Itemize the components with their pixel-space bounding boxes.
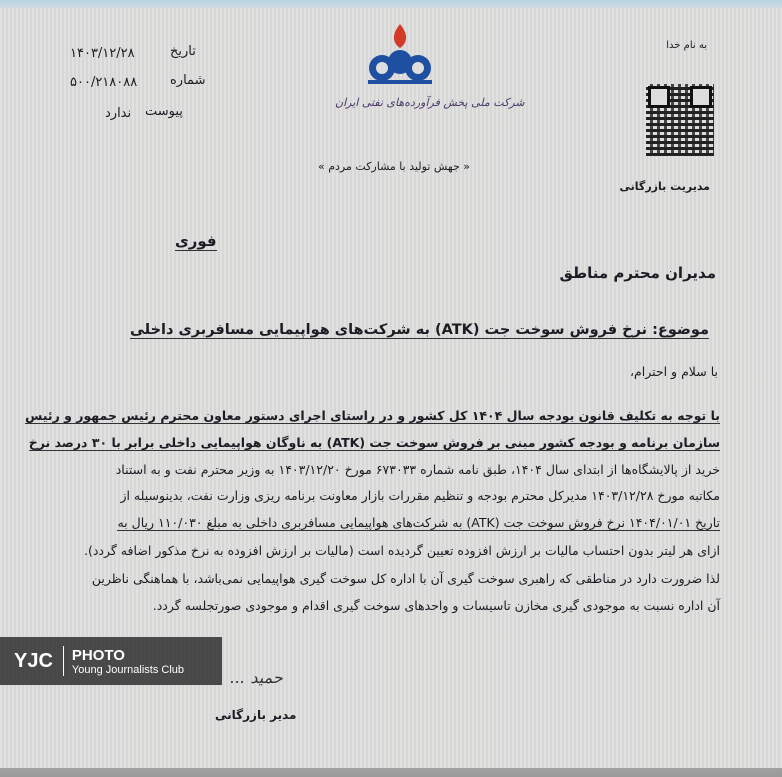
- signer-title: مدیر بازرگانی: [215, 708, 297, 722]
- letter-number: ۵۰۰/۲۱۸۰۸۸: [70, 75, 138, 90]
- body-line: آن اداره نسبت به موجودی گیری مخازن تاسیسات و واحدهای سوخت گیری اقدام و موجودی صورتجلسه گردد.: [152, 598, 720, 613]
- watermark-yjc: [0, 637, 222, 685]
- bismillah: به نام خدا: [666, 40, 707, 51]
- attachment-label: پیوست: [145, 104, 183, 119]
- company-name: شرکت ملی پخش فرآورده‌های نفتی ایران: [335, 96, 525, 109]
- slogan: « جهش تولید با مشارکت مردم »: [318, 160, 471, 173]
- qr-code: [646, 84, 714, 156]
- watermark-brand: YJC: [14, 649, 53, 672]
- company-logo: [360, 20, 440, 90]
- urgent-label: فوری: [175, 232, 217, 250]
- watermark-sub: Young Journalists Club: [71, 663, 185, 676]
- body-line: ازای هر لیتر بدون احتساب مالیات بر ارزش افزوده تعیین گردیده است (مالیات بر ارزش افزوده به نرخ مذکور اضافه گردد).: [83, 543, 720, 558]
- watermark-label: PHOTO: [71, 646, 125, 664]
- body-line: با توجه به تکلیف قانون بودجه سال ۱۴۰۴ کل کشور و در راستای اجرای دستور معاون محترم رئیس جمهور و رئیس: [25, 408, 720, 423]
- department-title: مدیریت بازرگانی: [619, 180, 710, 193]
- date-value: ۱۴۰۳/۱۲/۲۸: [70, 46, 135, 61]
- body-line: سازمان برنامه و بودجه کشور مبنی بر فروش سوخت جت (ATK) به ناوگان هواپیمایی داخلی برابر با ۳۰ درصد نرخ: [28, 435, 720, 450]
- date-label: تاریخ: [170, 44, 196, 59]
- recipient: مدیران محترم مناطق: [559, 264, 716, 282]
- body-line: خرید از پالایشگاه‌ها از ابتدای سال ۱۴۰۴، طبق نامه شماره ۶۷۳۰۳۳ مورخ ۱۴۰۳/۱۲/۲۰ به وزیر محترم نفت و به استناد: [115, 462, 720, 477]
- watermark-divider: [63, 646, 64, 676]
- subject: موضوع: نرخ فروش سوخت جت (ATK) به شرکت‌های هواپیمایی مسافربری داخلی: [130, 322, 709, 338]
- greeting: با سلام و احترام،: [629, 364, 718, 379]
- body-line: مکاتبه مورخ ۱۴۰۳/۱۲/۲۸ مدیرکل محترم بودجه و تنظیم مقررات بازار معاونت برنامه ریزی وزارت نفت، بدینوسیله از: [120, 488, 720, 503]
- body-line: لذا ضرورت دارد در مناطقی که راهبری سوخت گیری آن با اداره کل سوخت گیری هواپیمایی نمی‌باشد، با هماهنگی ناظرین: [91, 571, 720, 586]
- signature: حمید ...: [230, 668, 283, 687]
- number-label: شماره: [170, 73, 206, 88]
- attachment-value: ندارد: [105, 106, 132, 121]
- body-line: تاریخ ۱۴۰۴/۰۱/۰۱ نرخ فروش سوخت جت (ATK) به شرکت‌های هواپیمایی مسافربری داخلی به مبلغ ۱۱۰/۰۳۰ ریال به: [117, 515, 720, 530]
